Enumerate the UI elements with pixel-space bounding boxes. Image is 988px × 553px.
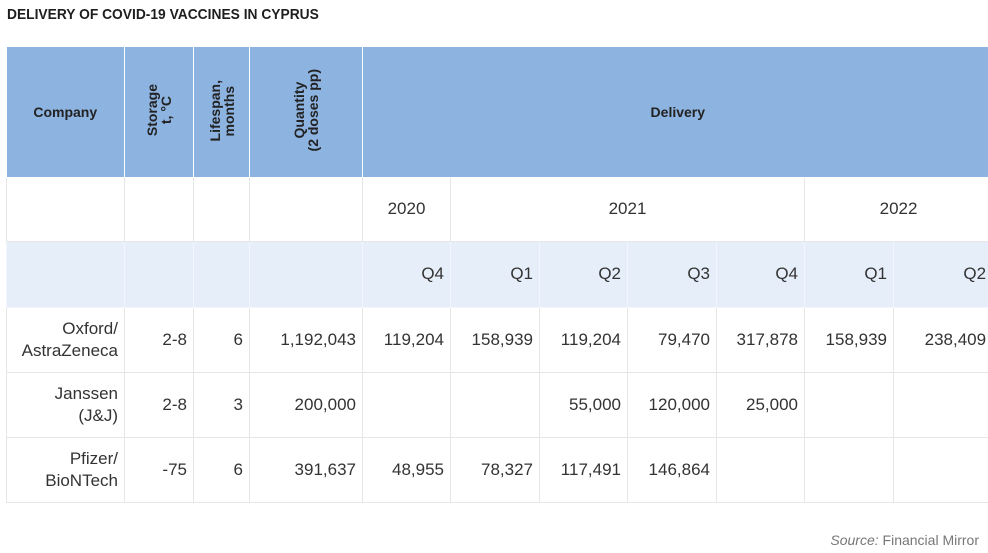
header-lifespan: Lifespan, months (194, 47, 250, 177)
delivery-cell: 119,204 (540, 307, 628, 372)
delivery-cell (805, 372, 894, 437)
quarter-row (7, 241, 988, 307)
header-quantity: Quantity (2 doses pp) (250, 47, 363, 177)
delivery-cell: 117,491 (540, 437, 628, 502)
quarter-label: Q4 (717, 241, 805, 307)
delivery-cell (363, 372, 451, 437)
lifespan-cell: 6 (194, 437, 250, 502)
year-empty-cell (125, 177, 194, 241)
delivery-cell (805, 437, 894, 502)
storage-cell: -75 (125, 437, 194, 502)
company-cell: Pfizer/ BioNTech (7, 437, 125, 502)
header-storage: Storage t, °C (125, 47, 194, 177)
delivery-cell: 120,000 (628, 372, 717, 437)
delivery-cell: 119,204 (363, 307, 451, 372)
delivery-cell: 158,939 (451, 307, 540, 372)
source-label: Source: (830, 532, 879, 548)
source-value: Financial Mirror (882, 532, 979, 548)
table-row (7, 307, 988, 372)
quarter-empty-cell (250, 241, 363, 307)
company-cell: Oxford/ AstraZeneca (7, 307, 125, 372)
quarter-label: Q2 (540, 241, 628, 307)
vaccine-delivery-table (6, 47, 988, 503)
year-2020: 2020 (363, 177, 451, 241)
delivery-cell: 146,864 (628, 437, 717, 502)
delivery-cell: 79,470 (628, 307, 717, 372)
quarter-label: Q1 (451, 241, 540, 307)
lifespan-cell: 3 (194, 372, 250, 437)
header-row (7, 47, 988, 177)
year-row (7, 177, 988, 241)
delivery-cell: 238,409 (894, 307, 988, 372)
delivery-cell: 25,000 (717, 372, 805, 437)
quantity-cell: 200,000 (250, 372, 363, 437)
header-company: Company (7, 47, 125, 177)
delivery-cell: 158,939 (805, 307, 894, 372)
page-title: DELIVERY OF COVID-19 VACCINES IN CYPRUS (7, 6, 319, 23)
quarter-label: Q4 (363, 241, 451, 307)
quarter-empty-cell (125, 241, 194, 307)
delivery-cell: 317,878 (717, 307, 805, 372)
delivery-cell (717, 437, 805, 502)
quantity-cell: 391,637 (250, 437, 363, 502)
delivery-cell: 48,955 (363, 437, 451, 502)
quarter-label: Q1 (805, 241, 894, 307)
year-empty-cell (7, 177, 125, 241)
header-delivery: Delivery (363, 47, 988, 177)
delivery-cell: 55,000 (540, 372, 628, 437)
storage-cell: 2-8 (125, 372, 194, 437)
table-row (7, 372, 988, 437)
year-empty-cell (194, 177, 250, 241)
quarter-empty-cell (194, 241, 250, 307)
quarter-label: Q2 (894, 241, 988, 307)
year-2021: 2021 (451, 177, 805, 241)
table-row (7, 437, 988, 502)
quantity-cell: 1,192,043 (250, 307, 363, 372)
delivery-cell (451, 372, 540, 437)
quarter-empty-cell (7, 241, 125, 307)
company-cell: Janssen (J&J) (7, 372, 125, 437)
delivery-cell (894, 437, 988, 502)
year-2022: 2022 (805, 177, 988, 241)
delivery-cell: 78,327 (451, 437, 540, 502)
delivery-cell (894, 372, 988, 437)
lifespan-cell: 6 (194, 307, 250, 372)
source-note (830, 532, 979, 548)
storage-cell: 2-8 (125, 307, 194, 372)
year-empty-cell (250, 177, 363, 241)
quarter-label: Q3 (628, 241, 717, 307)
